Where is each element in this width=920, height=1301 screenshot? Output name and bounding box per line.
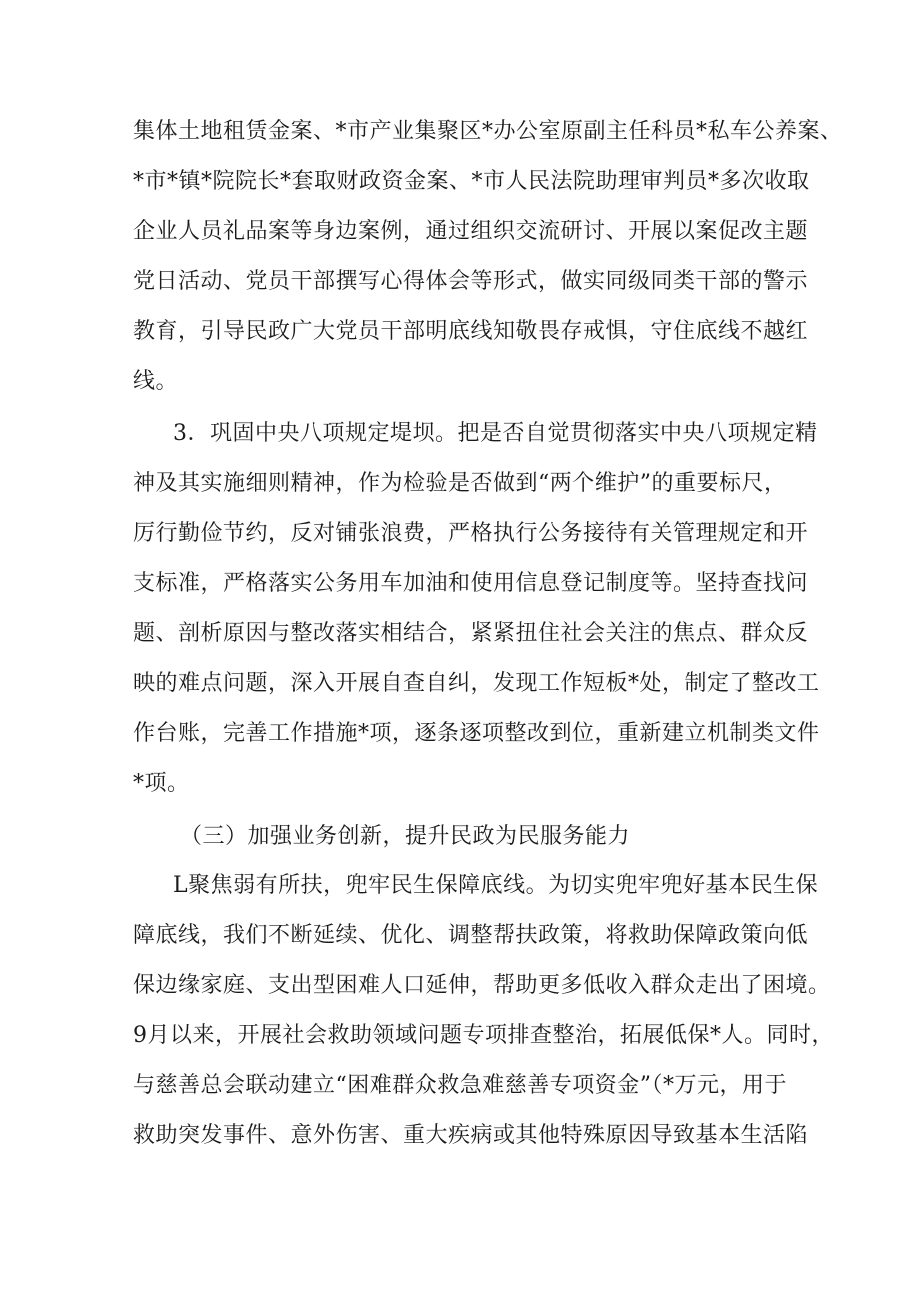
text-line: 障底线，我们不断延续、优化、调整帮扶政策，将救助保障政策向低 bbox=[133, 923, 809, 948]
text-line: 3．巩固中央八项规定堤坝。把是否自觉贯彻落实中央八项规定精 bbox=[173, 421, 818, 446]
text-line: 映的难点问题，深入开展自查自纠，发现工作短板*处，制定了整改工 bbox=[133, 671, 820, 696]
text-line: 题、剖析原因与整改落实相结合，紧紧扭住社会关注的焦点、群众反 bbox=[133, 621, 809, 646]
section-heading: （三）加强业务创新，提升民政为民服务能力 bbox=[180, 824, 631, 849]
text-line: 线。 bbox=[133, 369, 179, 394]
text-line: *项。 bbox=[133, 771, 190, 796]
text-line: 教育，引导民政广大党员干部明底线知敬畏存戒惧，守住底线不越红 bbox=[133, 319, 809, 344]
text-line: 企业人员礼品案等身边案例，通过组织交流研讨、开展以案促改主题 bbox=[133, 219, 809, 244]
text-line: 救助突发事件、意外伤害、重大疾病或其他特殊原因导致基本生活陷 bbox=[133, 1123, 809, 1148]
text-line: L聚焦弱有所扶，兜牢民生保障底线。为切实兜牢兜好基本民生保 bbox=[173, 873, 819, 898]
text-line: 集体土地租赁金案、*市产业集聚区*办公室原副主任科员*私车公养案、 bbox=[133, 119, 843, 144]
text-line: 厉行勤俭节约，反对铺张浪费，严格执行公务接待有关管理规定和开 bbox=[133, 521, 809, 546]
text-line: *市*镇*院院长*套取财政资金案、*市人民法院助理审判员*多次收取 bbox=[133, 169, 810, 194]
text-line: 与慈善总会联动建立“困难群众救急难慈善专项资金”（*万元，用于 bbox=[133, 1073, 787, 1098]
text-line: 保边缘家庭、支出型困难人口延伸，帮助更多低收入群众走出了困境。 bbox=[133, 973, 831, 998]
text-line: 党日活动、党员干部撰写心得体会等形式，做实同级同类干部的警示 bbox=[133, 269, 809, 294]
text-line: 神及其实施细则精神，作为检验是否做到“两个维护”的重要标尺， bbox=[133, 471, 787, 496]
text-line: 支标准，严格落实公务用车加油和使用信息登记制度等。坚持查找问 bbox=[133, 571, 809, 596]
text-line: 9月以来，开展社会救助领域问题专项排查整治，拓展低保*人。同时， bbox=[133, 1023, 834, 1048]
text-line: 作台账，完善工作措施*项，逐条逐项整改到位，重新建立机制类文件 bbox=[133, 721, 820, 746]
